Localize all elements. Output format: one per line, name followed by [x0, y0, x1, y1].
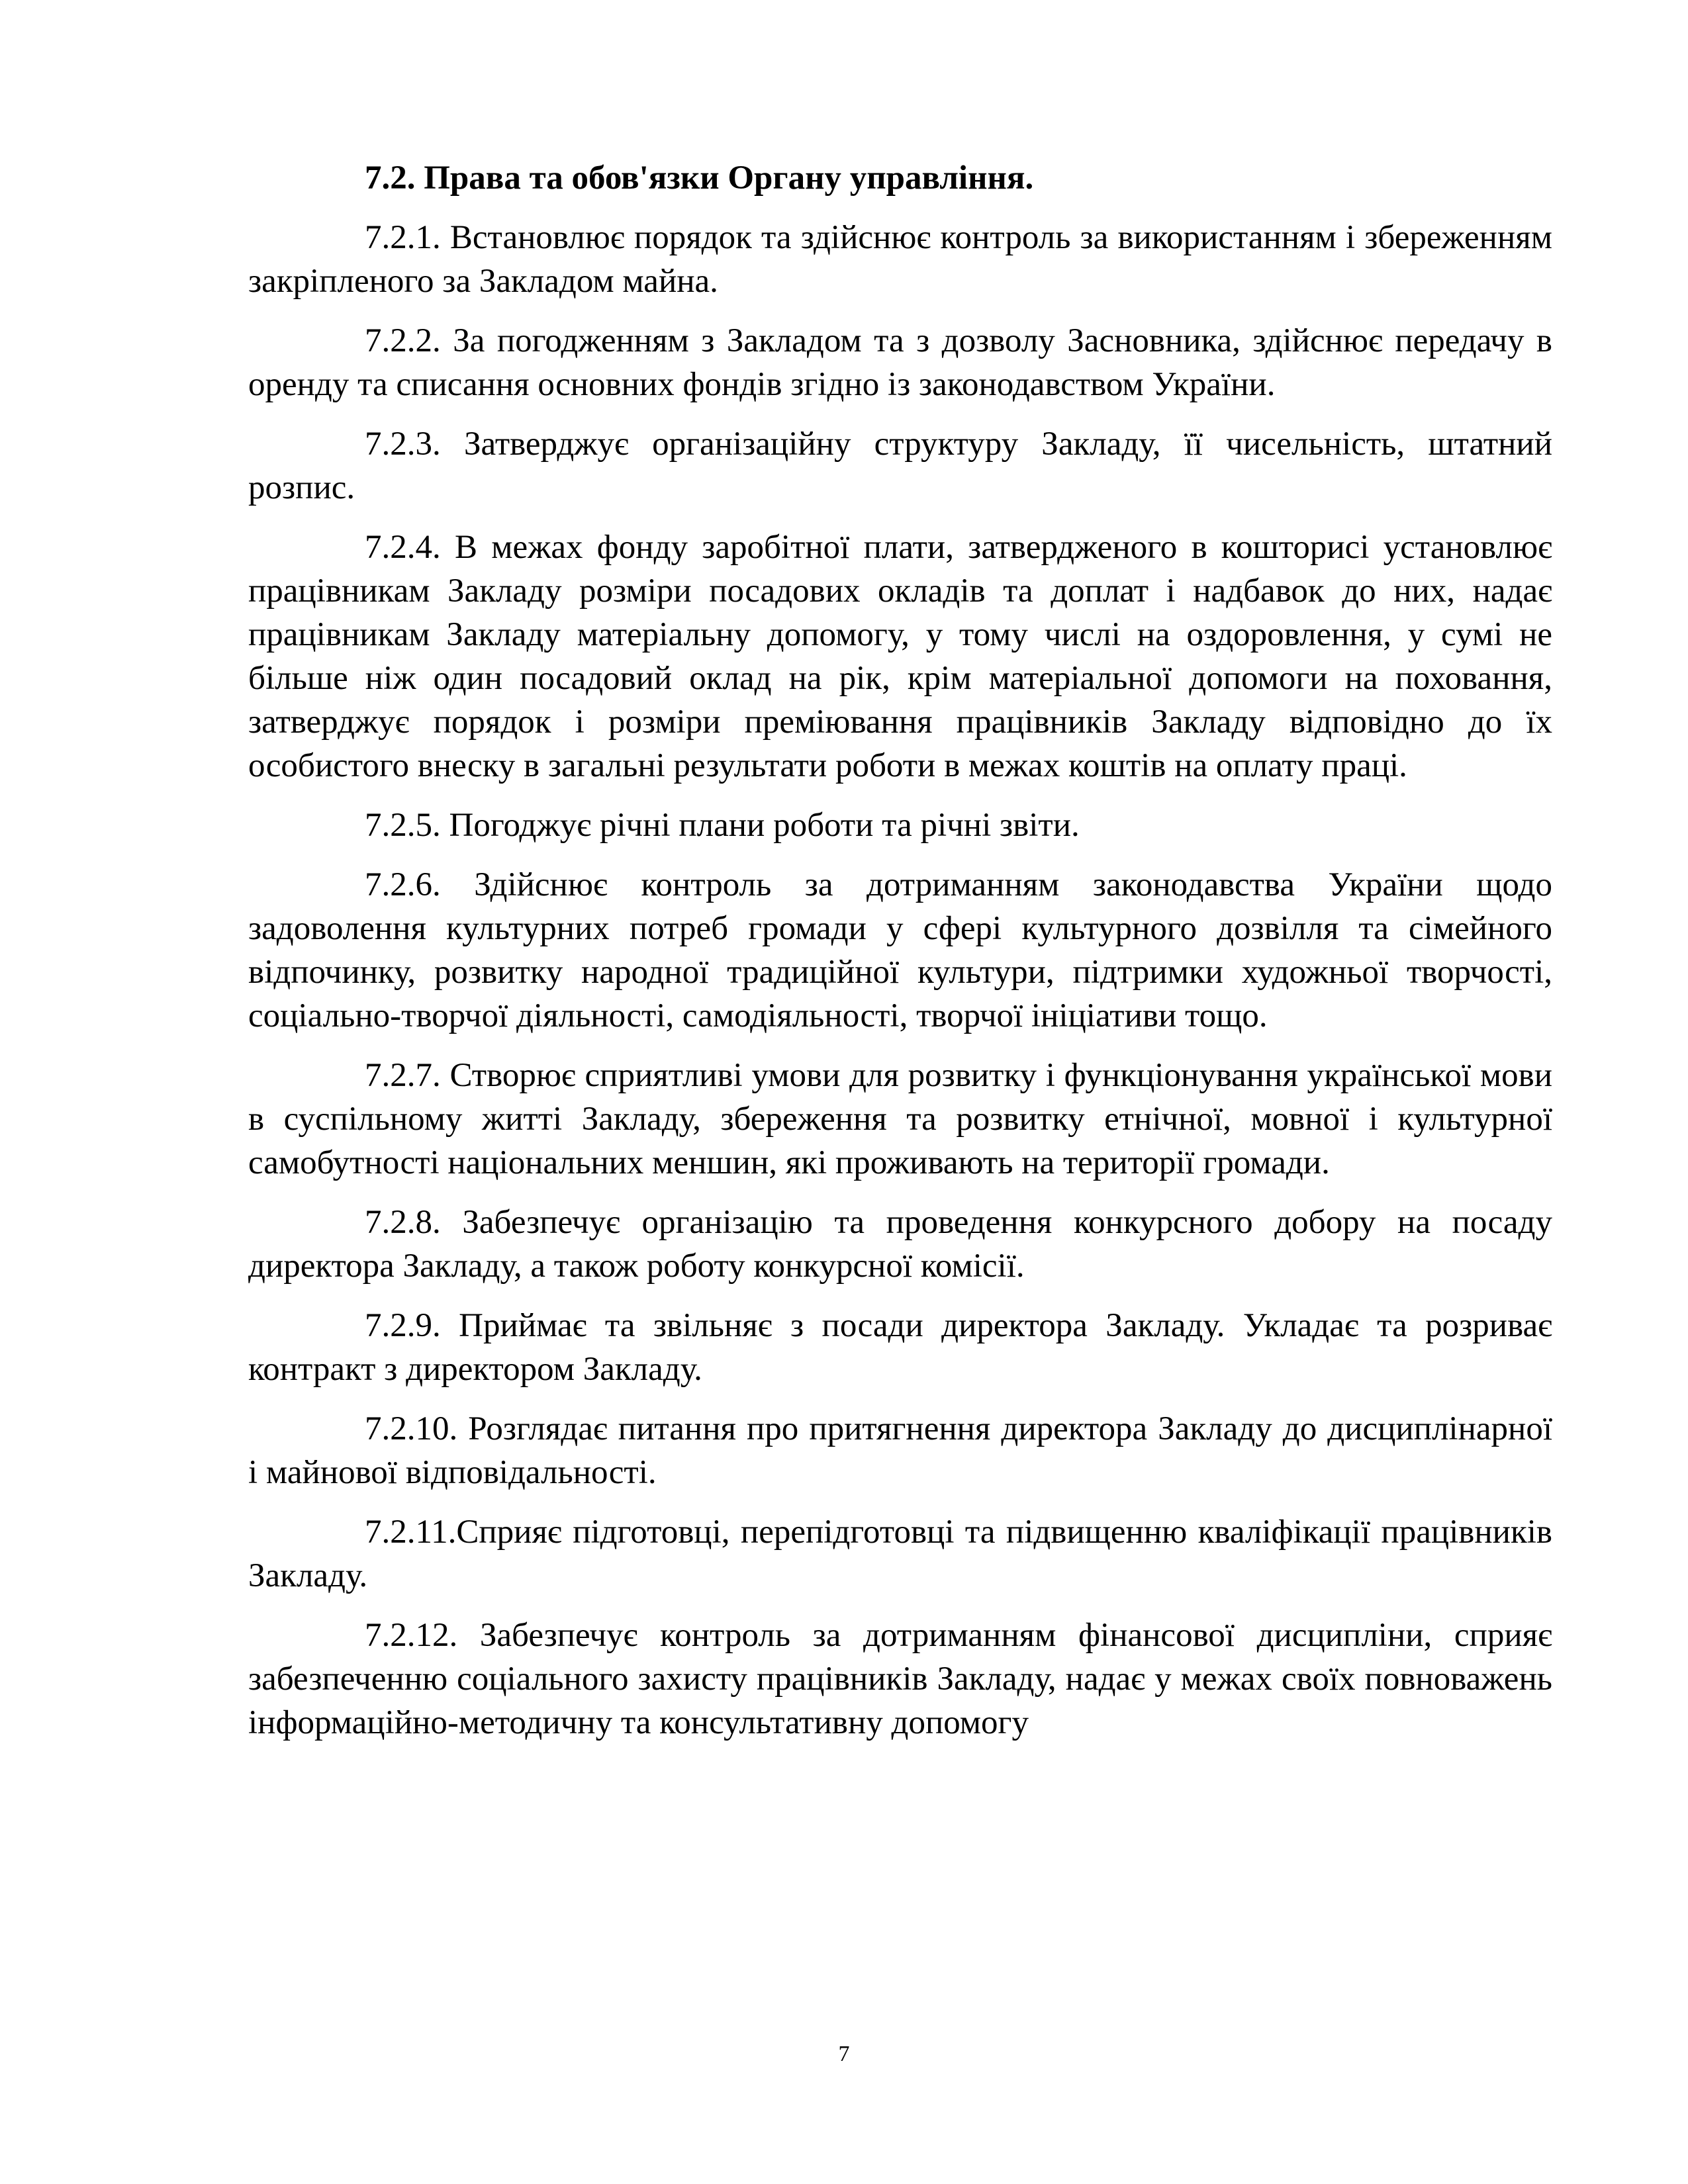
section-heading: 7.2. Права та обов'язки Органу управління.	[365, 159, 1034, 197]
paragraph-7-2-6: 7.2.6. Здійснює контроль за дотриманням законодавства України щодо задоволення культурних потреб громади у сфері культурного дозвілля та сімейного відпочинку, розвитку народної традиційної культури, підтримки художньої творчості, соціально-творчої діяльності, самодіяльності, творчої ініціативи тощо.	[248, 866, 1552, 1034]
paragraph-7-2-9: 7.2.9. Приймає та звільняє з посади директора Закладу. Укладає та розриває контракт з директором Закладу.	[248, 1307, 1552, 1388]
page-number: 7	[838, 2042, 850, 2066]
paragraph-7-2-7: 7.2.7. Створює сприятливі умови для розвитку і функціонування української мови в суспільному житті Закладу, збереження та розвитку етнічної, мовної і культурної самобутності національних меншин, які проживають на території громади.	[248, 1057, 1552, 1181]
paragraph-7-2-11: 7.2.11.Сприяє підготовці, перепідготовці та підвищенню кваліфікації працівників Закладу.	[248, 1514, 1552, 1594]
paragraph-7-2-3: 7.2.3. Затверджує організаційну структуру Закладу, її чисельність, штатний розпис.	[248, 426, 1552, 506]
paragraph-7-2-1: 7.2.1. Встановлює порядок та здійснює контроль за використанням і збереженням закріпленого за Закладом майна.	[248, 219, 1552, 300]
document-page	[248, 156, 1552, 1760]
paragraph-7-2-10: 7.2.10. Розглядає питання про притягнення директора Закладу до дисциплінарної і майнової відповідальності.	[248, 1410, 1552, 1491]
paragraph-7-2-8: 7.2.8. Забезпечує організацію та проведення конкурсного добору на посаду директора Закладу, а також роботу конкурсної комісії.	[248, 1204, 1552, 1285]
paragraph-7-2-12: 7.2.12. Забезпечує контроль за дотриманням фінансової дисципліни, сприяє забезпеченню соціального захисту працівників Закладу, надає у межах своїх повноважень інформаційно-методичну та консультативну допомогу	[248, 1617, 1552, 1741]
paragraph-7-2-5: 7.2.5. Погоджує річні плани роботи та річні звіти.	[365, 807, 1080, 844]
paragraph-7-2-4: 7.2.4. В межах фонду заробітної плати, затвердженого в кошторисі установлює працівникам Закладу розміри посадових окладів та доплат і надбавок до них, надає працівникам Закладу матеріальну допомогу, у тому числі на оздоровлення, у сумі не більше ніж один посадовий оклад на рік, крім матеріальної допомоги на поховання, затверджує порядок і розміри преміювання працівників Закладу відповідно до їх особистого внеску в загальні результати роботи в межах коштів на оплату праці.	[248, 529, 1552, 784]
paragraph-7-2-2: 7.2.2. За погодженням з Закладом та з дозволу Засновника, здійснює передачу в оренду та списання основних фондів згідно із законодавством України.	[248, 322, 1552, 403]
